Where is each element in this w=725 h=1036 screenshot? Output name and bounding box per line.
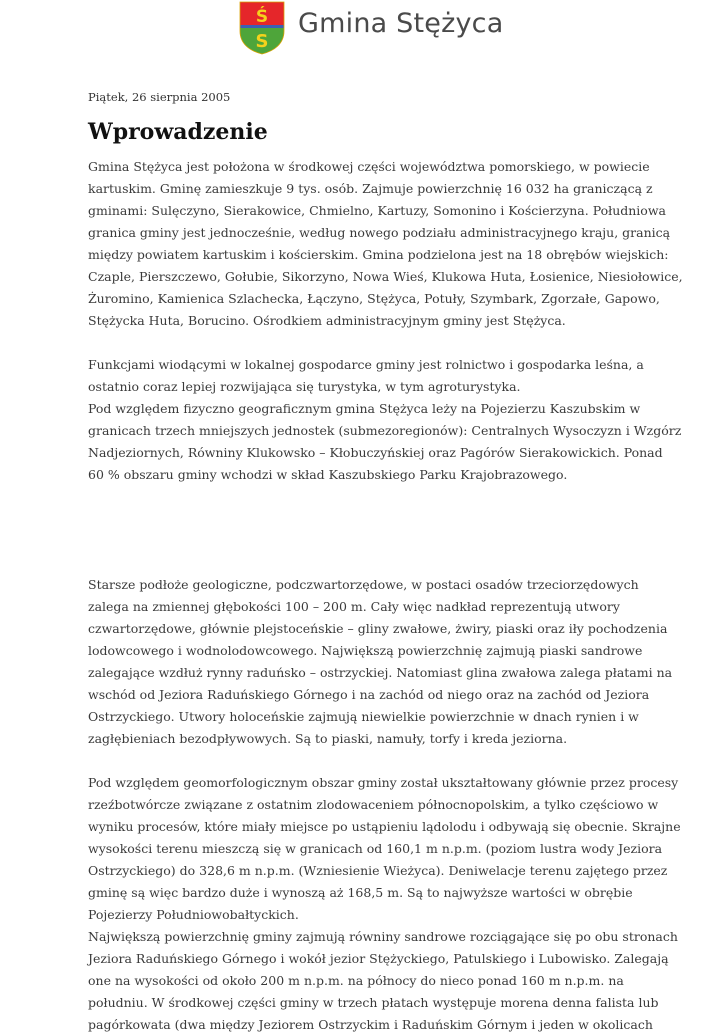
paragraph-line: Starsze podłoże geologiczne, podczwartorzędowe, w postaci osadów trzeciorzędowych: [88, 577, 639, 592]
paragraph-line: Nadjeziornych, Równiny Klukowsko – Kłobuczyńskiej oraz Pagórów Sierakowickich. Ponad: [88, 445, 663, 460]
site-logo[interactable]: [239, 1, 285, 55]
paragraph-line: zagłębieniach bezodpływowych. Są to piaski, namuły, torfy i kreda jeziorna.: [88, 731, 568, 746]
paragraph-line: Ostrzyckiego. Utwory holoceńskie zajmują niewielkie powierzchnie w dnach rynien i w: [88, 709, 639, 724]
section-spacer: [88, 530, 648, 574]
article-paragraph-2: [88, 354, 682, 486]
paragraph-line: Gmina Stężyca jest położona w środkowej części województwa pomorskiego, w powiecie: [88, 159, 650, 174]
paragraph-line: 60 % obszaru gminy wchodzi w skład Kaszubskiego Parku Krajobrazowego.: [88, 467, 568, 482]
paragraph-line: ostatnio coraz lepiej rozwijająca się turystyka, w tym agroturystyka.: [88, 379, 521, 394]
paragraph-line: Żuromino, Kamienica Szlachecka, Łączyno, Stężyca, Potuły, Szymbark, Zgorzałe, Gapowo,: [88, 291, 660, 306]
logo-letter-bottom: S: [255, 31, 269, 52]
article-paragraph-3: [88, 574, 673, 750]
paragraph-line: pagórkowata (dwa między Jeziorem Ostrzyckim i Raduńskim Górnym i jeden w okolicach: [88, 1017, 653, 1032]
article: [88, 86, 683, 1036]
paragraph-line: Jeziora Raduńskiego Górnego i wokół jezior Stężyckiego, Patulskiego i Lubowisko. Zalegają: [88, 951, 669, 966]
paragraph-line: Pojezierzy Południowobałtyckich.: [88, 907, 299, 922]
paragraph-line: wysokości terenu mieszczą się w granicach od 160,1 m n.p.m. (poziom lustra wody Jeziora: [88, 841, 663, 856]
article-date: Piątek, 26 sierpnia 2005: [88, 90, 231, 104]
paragraph-line: gminę są więc bardzo duże i wynoszą aż 168,5 m. Są to najwyższe wartości w obrębie: [88, 885, 633, 900]
paragraph-line: granicach trzech mniejszych jednostek (submezoregionów): Centralnych Wysoczyzn i Wzgórz: [88, 423, 682, 438]
paragraph-line: rzeźbotwórcze związane z ostatnim zlodowaceniem północnopolskim, a tylko częściowo w: [88, 797, 659, 812]
paragraph-line: lodowcowego i wodnolodowcowego. Największą powierzchnię zajmują piaski sandrowe: [88, 643, 643, 658]
paragraph-line: Funkcjami wiodącymi w lokalnej gospodarce gminy jest rolnictwo i gospodarka leśna, a: [88, 357, 644, 372]
coat-of-arms-icon: [239, 1, 285, 55]
logo-letter-top: Ś: [255, 7, 269, 27]
paragraph-line: one na wysokości od około 200 m n.p.m. na północy do nieco ponad 160 m n.p.m. na: [88, 973, 624, 988]
paragraph-line: wschód od Jeziora Raduńskiego Górnego i na zachód od niego oraz na zachód od Jeziora: [88, 687, 650, 702]
section-spacer: [88, 486, 648, 530]
article-paragraph-1: [88, 156, 683, 332]
paragraph-line: Ostrzyckiego) do 328,6 m n.p.m. (Wzniesienie Wieżyca). Deniwelacje terenu zajętego przez: [88, 863, 668, 878]
paragraph-line: zalega na zmiennej głębokości 100 – 200 m. Cały więc nadkład reprezentują utwory: [88, 599, 620, 614]
paragraph-line: wyniku procesów, które miały miejsce po ustąpieniu lądolodu i odbywają się obecnie. Skrajne: [88, 819, 681, 834]
paragraph-line: Stężycka Huta, Borucino. Ośrodkiem administracyjnym gminy jest Stężyca.: [88, 313, 566, 328]
paragraph-line: Czaple, Pierszczewo, Gołubie, Sikorzyno, Nowa Wieś, Klukowa Huta, Łosienice, Niesiołowice,: [88, 269, 683, 284]
paragraph-line: czwartorzędowe, głównie plejstoceńskie – gliny zwałowe, żwiry, piaski oraz iły pochodzenia: [88, 621, 668, 636]
article-title: Wprowadzenie: [88, 119, 268, 145]
site-title[interactable]: Gmina Stężyca: [298, 8, 504, 39]
paragraph-line: między powiatem kartuskim i kościerskim. Gmina podzielona jest na 18 obrębów wiejskich:: [88, 247, 669, 262]
paragraph-line: Pod względem geomorfologicznym obszar gminy został ukształtowany głównie przez procesy: [88, 775, 679, 790]
paragraph-line: południu. W środkowej części gminy w trzech płatach występuje morena denna falista lub: [88, 995, 659, 1010]
site-header: [0, 0, 725, 62]
paragraph-line: gminami: Sulęczyno, Sierakowice, Chmielno, Kartuzy, Somonino i Kościerzyna. Południowa: [88, 203, 666, 218]
paragraph-line: Pod względem fizyczno geograficznym gmina Stężyca leży na Pojezierzu Kaszubskim w: [88, 401, 641, 416]
paragraph-line: kartuskim. Gminę zamieszkuje 9 tys. osób. Zajmuje powierzchnię 16 032 ha graniczącą z: [88, 181, 653, 196]
paragraph-line: Największą powierzchnię gminy zajmują równiny sandrowe rozciągające się po obu stronach: [88, 929, 678, 944]
article-paragraph-4: [88, 772, 681, 1036]
paragraph-line: granica gminy jest jednocześnie, według nowego podziału administracyjnego kraju, granicą: [88, 225, 671, 240]
paragraph-line: zalegające wzdłuż rynny raduńsko – ostrzyckiej. Natomiast glina zwałowa zalega płatami na: [88, 665, 673, 680]
